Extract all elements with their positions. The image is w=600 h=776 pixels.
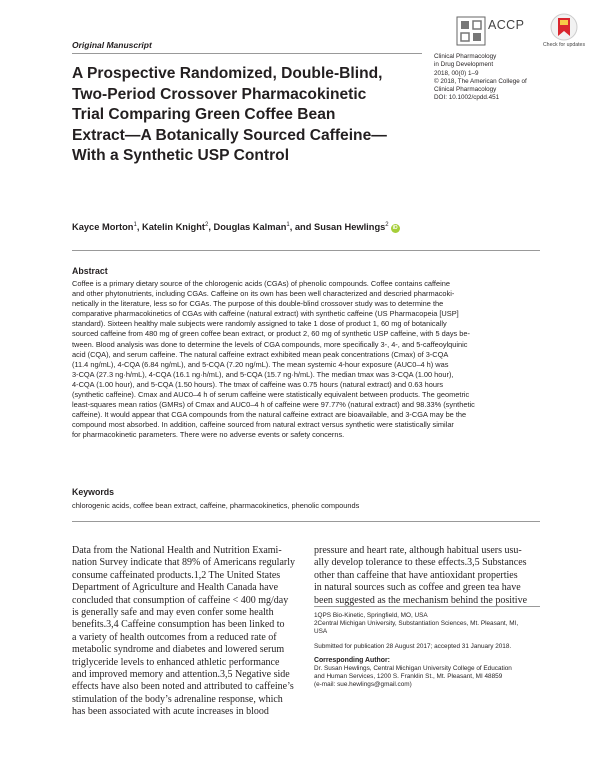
body-line: a variety of health outcomes from a reduced rate of	[72, 631, 277, 643]
corresponding-author-line: Dr. Susan Hewlings, Central Michigan University College of Education	[314, 665, 512, 673]
body-line: consume caffeinated products.1,2 The United States	[72, 569, 281, 581]
journal-line: © 2018, The American College of	[434, 77, 527, 85]
body-line: benefits.3,4 Caffeine consumption has been linked to	[72, 619, 285, 631]
abstract-line: least-squares mean ratios (GMRs) of Cmax and AUC0–4 h of caffeine were 97.77% (natural extract) and 98.33% (synthetic	[72, 400, 475, 410]
footnotes	[314, 612, 540, 690]
corresponding-author-line: and Human Services, 1200 S. Franklin St., Mt. Pleasant, MI 48859	[314, 673, 503, 681]
author-affiliation-sup: 2	[385, 222, 389, 228]
body-line: pressure and heart rate, although habitual users usu-	[314, 545, 522, 556]
header-rule	[72, 53, 422, 54]
authors-rule	[72, 250, 540, 251]
author-affiliation-sup: 1	[286, 222, 290, 228]
journal-line: 2018, 00(0) 1–9	[434, 69, 479, 77]
body-line: has been associated with acute increases in blood	[72, 706, 269, 718]
check-for-updates-badge[interactable]	[542, 12, 586, 56]
abstract-line: Coffee is a primary dietary source of the chlorogenic acids (CGAs) of phenolic compounds. Coffee contains caffeine	[72, 279, 450, 288]
corresponding-author-email[interactable]: (e-mail: sue.hewlings@gmail.com)	[314, 681, 412, 689]
footnote-rule	[314, 606, 540, 607]
keywords-list: chlorogenic acids, coffee bean extract, caffeine, pharmacokinetics, phenolic compounds	[72, 501, 360, 510]
journal-line: Clinical Pharmacology	[434, 86, 497, 94]
abstract-line: comparative pharmacokinetics of CGAs with caffeine (natural extract) with synthetic caffeine (US Pharmacopeia [USP]	[72, 309, 459, 319]
body-line: concluded that consumption of caffeine < 400 mg/day	[72, 594, 289, 606]
body-line: ally develop tolerance to these effects.3,5 Substances	[314, 557, 527, 569]
corresponding-author-heading: Corresponding Author:	[314, 656, 390, 664]
author-name: Kayce Morton	[72, 222, 134, 233]
author-affiliation-sup: 1	[133, 222, 137, 228]
affiliation-line: 1QPS Bio-Kinetic, Springfield, MO, USA	[314, 612, 428, 619]
keywords-rule	[72, 521, 540, 522]
author-name: Katelin Knight	[142, 222, 206, 233]
author-separator: ,	[208, 222, 214, 233]
publisher-logo	[456, 16, 532, 50]
body-line: been suggested as the mechanism behind the positive	[314, 594, 528, 606]
body-line: Department of Agriculture and Health Canada have	[72, 582, 279, 594]
journal-info	[434, 53, 584, 103]
journal-line: Clinical Pharmacology	[434, 53, 497, 60]
abstract-body	[72, 279, 540, 441]
abstract-heading: Abstract	[72, 266, 108, 276]
body-line: and improved memory and attention.3,5 Negative side	[72, 669, 290, 681]
submission-dates: Submitted for publication 28 August 2017; accepted 31 January 2018.	[314, 642, 512, 650]
abstract-line: netically in the literature, less so for CGAs. The purpose of this double-blind crossover study was to determine the	[72, 299, 444, 309]
body-line: in natural sources such as coffee and green tea have	[314, 582, 521, 594]
abstract-line: 4-CQA (1.00 hour), and 5-CQA (1.50 hours). The tmax of caffeine was 0.75 hours (natural extract) and 0.63 hours	[72, 379, 444, 389]
author-name: Douglas Kalman	[213, 222, 287, 233]
accp-logo-icon	[456, 16, 486, 46]
orcid-icon[interactable]: iD	[392, 225, 398, 232]
abstract-line: compound most absorbed. In addition, caffeine sourced from natural extract versus synthetic were statistically similar	[72, 420, 454, 430]
body-line: effects have also been noted and attributed to caffeine’s	[72, 681, 294, 693]
article-title: A Prospective Randomized, Double-Blind, Two-Period Crossover Pharmacokinetic Trial Comparing Green Coffee Bean Extract—A Botanically Sourced Caffeine—With a Synthetic USP Control	[72, 65, 387, 164]
publisher-logo-text: ACCP	[488, 18, 525, 32]
check-for-updates-label: Check for updates	[542, 42, 586, 48]
abstract-line: tween. Blood analysis was done to determine the levels of CGA compounds, more specifically 3-, 4-, and 5-caffeoylquinic	[72, 339, 468, 349]
abstract-line: standard). Sixteen healthy male subjects were randomly assigned to take 1 dose of product 1, 60 mg of botanically	[72, 319, 447, 329]
body-line: is generally safe and may even confer some health	[72, 607, 274, 619]
abstract-line: 3-CQA (27.3 ng·h/mL), 4-CQA (16.1 ng·h/mL), and 5-CQA (15.7 ng·h/mL). The median tmax was 3-CQA (1.00 hour),	[72, 369, 454, 379]
author-name: Susan Hewlings	[314, 222, 386, 233]
author-affiliation-sup: 2	[205, 222, 209, 228]
affiliation-line: USA	[314, 628, 328, 636]
abstract-line: (synthetic caffeine). Cmax and AUC0–4 h of serum caffeine were statistically equivalent between products. The geometric	[72, 390, 470, 400]
abstract-line: acid (CQA), and serum caffeine. The natural caffeine extract exhibited mean peak concentrations (Cmax) of 3-CQA	[72, 349, 449, 359]
author-list	[72, 222, 400, 233]
abstract-line: (11.4 ng/mL), 4-CQA (6.84 ng/mL), and 5-CQA (7.20 ng/mL). The mean systemic 4-hour exposure (AUC0–4 h) was	[72, 359, 449, 369]
journal-doi: DOI: 10.1002/cpdd.451	[434, 94, 500, 102]
journal-line: in Drug Development	[434, 61, 494, 69]
abstract-line: and other phytonutrients, including CGAs. Caffeine on its own has been well characterized and descried pharmacoki-	[72, 289, 455, 299]
abstract-line: sourced caffeine from 480 mg of green coffee bean extract, or product 2, 60 mg of synthetic USP caffeine, with 5 days be-	[72, 329, 470, 339]
body-column-right	[314, 545, 540, 607]
affiliation-line: 2Central Michigan University, Substantiation Sciences, Mt. Pleasant, MI,	[314, 620, 519, 628]
bookmark-icon	[542, 12, 586, 42]
body-line: other than caffeine that have antioxidant properties	[314, 569, 518, 581]
body-line: metabolic syndrome and diabetes and lowered serum	[72, 644, 285, 656]
keywords-heading: Keywords	[72, 487, 115, 497]
abstract-line: for pharmacokinetic parameters. There were no adverse events or safety concerns.	[72, 430, 345, 440]
author-separator: , and	[289, 222, 314, 233]
body-line: nation Survey indicate that 89% of Americans regularly	[72, 557, 295, 569]
body-line: triglyceride levels to enhanced athletic performance	[72, 656, 280, 668]
abstract-line: caffeine). It would appear that CGA compounds from the natural caffeine extract are bioavailable, and 3-CGA may be the	[72, 410, 467, 420]
body-line: Data from the National Health and Nutrition Exami-	[72, 545, 282, 556]
section-label: Original Manuscript	[72, 40, 152, 50]
author-separator: ,	[136, 222, 142, 233]
body-line: stimulation of the body’s adrenaline response, which	[72, 693, 283, 705]
body-column-left	[72, 545, 300, 719]
